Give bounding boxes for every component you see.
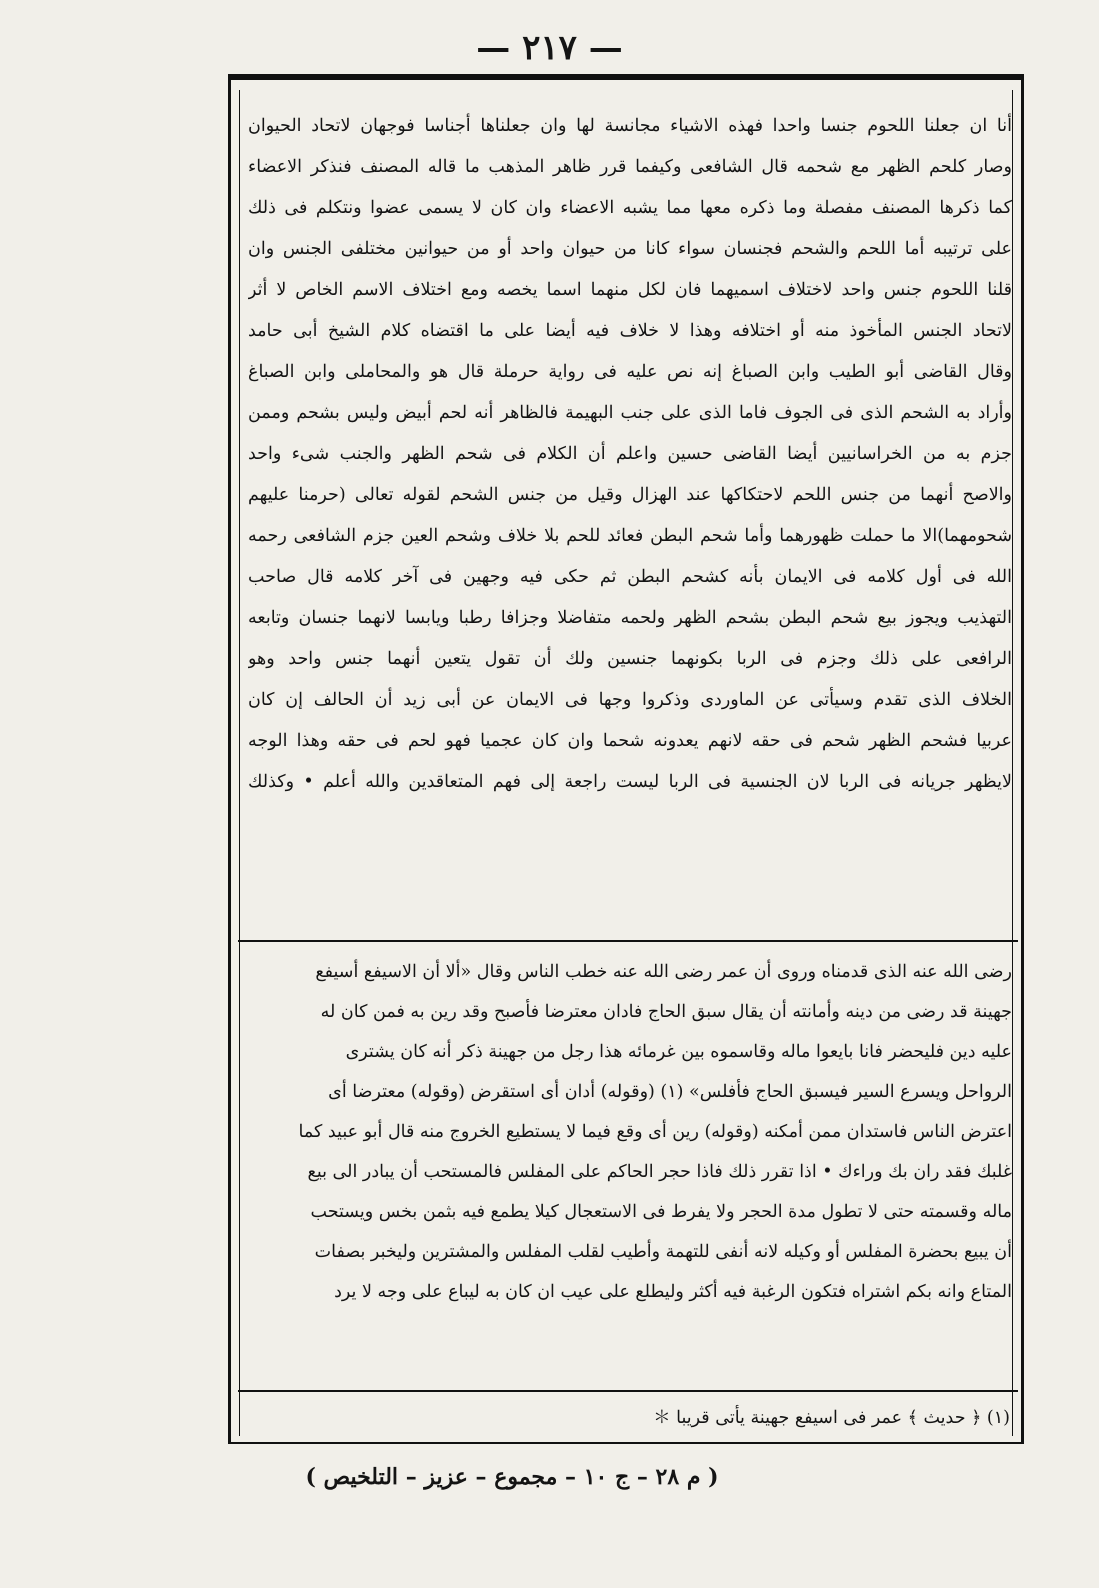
commentary-line: الرواحل ويسرع السير فيسبق الحاج فأفلس» (١) (وقوله) أدان أى استقرض (وقوله) معترضا أى (328, 1082, 1012, 1102)
main-line: جزم به من الخراسانيين أيضا القاضى حسين واعلم أن الكلام فى شحم الظهر والجنب شىء واحد (248, 444, 1012, 464)
main-line: الخلاف الذى تقدم وسيأتى عن الماوردى وذكروا وجها فى الايمان عن أبى زيد أن الحالف إن كان (248, 690, 1012, 710)
main-line: وأراد به الشحم الذى فى الجوف فاما الذى على جنب البهيمة فالظاهر أنه لحم أبيض وليس بشحم وممن (248, 403, 1012, 423)
signature-reference: ( م ٢٨ – ج ١٠ – مجموع – عزيز – التلخيص ) (305, 1464, 719, 1490)
commentary-text (248, 952, 1012, 1382)
commentary-line: جهينة قد رضى من دينه وأمانته أن يقال سبق الحاج فادان معترضا فأصبح وقد رين به فمن كان له (320, 1002, 1012, 1022)
commentary-line: عليه دين فليحضر فانا بايعوا ماله وقاسموه بين غرمائه هذا رجل من جهينة ذكر أنه كان يشترى (345, 1042, 1012, 1062)
main-line: كما ذكرها المصنف مفصلة وما ذكره معها مما يشبه الاعضاء وان كان لا يسمى عضوا ونتكلم فى ذلك (248, 198, 1012, 218)
commentary-line: أن يبيع بحضرة المفلس أو وكيله لانه أنفى للتهمة وأطيب لقلب المفلس والمشترين وليخبر بصفات (314, 1242, 1012, 1262)
main-line: لايظهر جريانه فى الربا لان الجنسية فى الربا ليست راجعة إلى فهم المتعاقدين والله أعلم • وكذلك (248, 772, 1012, 792)
commentary-line: المتاع وانه بكم اشتراه فتكون الرغبة فيه أكثر وليطلع على عيب ان كان به ليباع على وجه لا يرد (334, 1282, 1012, 1302)
page-number: — ٢١٧ — (476, 28, 623, 68)
main-line: عربيا فشحم الظهر شحم فى حقه لانهم يعدونه شحما وان كان عجميا فهو لحم فى حقه وهذا الوجه (248, 731, 1012, 751)
main-line: وقال القاضى أبو الطيب وابن الصباغ إنه نص عليه فى رواية حرملة قال هو والمحاملى وابن الصباغ (248, 362, 1012, 382)
footnote: (١) ﴿ حديث ﴾ عمر فى اسيفع جهينة يأتى قريبا ＊ (653, 1408, 1010, 1428)
main-line: وصار كلحم الظهر مع شحمه قال الشافعى وكيفما قرر ظاهر المذهب ما قاله المصنف فنذكر الاعضاء (248, 157, 1012, 177)
commentary-line: غلبك فقد ران بك وراءك • اذا تقرر ذلك فاذا حجر الحاكم على المفلس فالمستحب أن يبادر الى بيع (307, 1162, 1012, 1182)
commentary-line: رضى الله عنه الذى قدمناه وروى أن عمر رضى الله عنه خطب الناس وقال «ألا أن الاسيفع أسيفع (315, 962, 1012, 982)
main-line: الله فى أول كلامه فى الايمان بأنه كشحم البطن ثم حكى فيه وجهين فى آخر كلامه قال صاحب (248, 567, 1012, 587)
main-text (248, 106, 1012, 926)
main-line: الرافعى على ذلك وجزم فى الربا بكونهما جنسين ولك أن تقول يتعين أنهما جنس واحد وهو (248, 649, 1012, 669)
main-line: قلنا اللحوم جنس واحد لاختلاف اسميهما فان لكل منهما اسما يخصه ومع اختلاف الاسم الخاص لا أثر (248, 280, 1012, 300)
commentary-line: ماله وقسمته حتى لا تطول مدة الحجر ولا يفرط فى الاستعجال كيلا يطمع فيه بثمن بخس ويستحب (310, 1202, 1012, 1222)
main-line: والاصح أنهما من جنس اللحم لاحتكاكها عند الهزال وقيل من جنس الشحم لقوله تعالى (حرمنا عليهم (248, 485, 1012, 505)
main-line: التهذيب ويجوز بيع شحم البطن بشحم الظهر ولحمه متفاضلا وجزافا رطبا ويابسا لانهما جنسان وتابعه (248, 608, 1012, 628)
footnote-divider (238, 1390, 1018, 1392)
main-line: لاتحاد الجنس المأخوذ منه أو اختلافه وهذا لا خلاف فيه أيضا على ما اقتضاه كلام الشيخ أبى حامد (248, 321, 1012, 341)
section-divider (238, 940, 1018, 942)
main-line: أنا ان جعلنا اللحوم جنسا واحدا فهذه الاشياء مجانسة لها وان جعلناها أجناسا فوجهان لاتحاد الحيوان (248, 116, 1012, 136)
main-line: على ترتيبه أما اللحم والشحم فجنسان سواء كانا من حيوان واحد أو من حيوانين مختلفى الجنس وان (248, 239, 1012, 259)
main-line: شحومهما)الا ما حملت ظهورهما وأما شحم البطن فعائد للحم بلا خلاف وشحم العين جزم الشافعى رحمه (248, 526, 1012, 546)
commentary-line: اعترض الناس فاستدان ممن أمكنه (وقوله) رين أى وقع فيما لا يستطيع الخروج منه قال أبو عبيد كما (298, 1122, 1012, 1142)
